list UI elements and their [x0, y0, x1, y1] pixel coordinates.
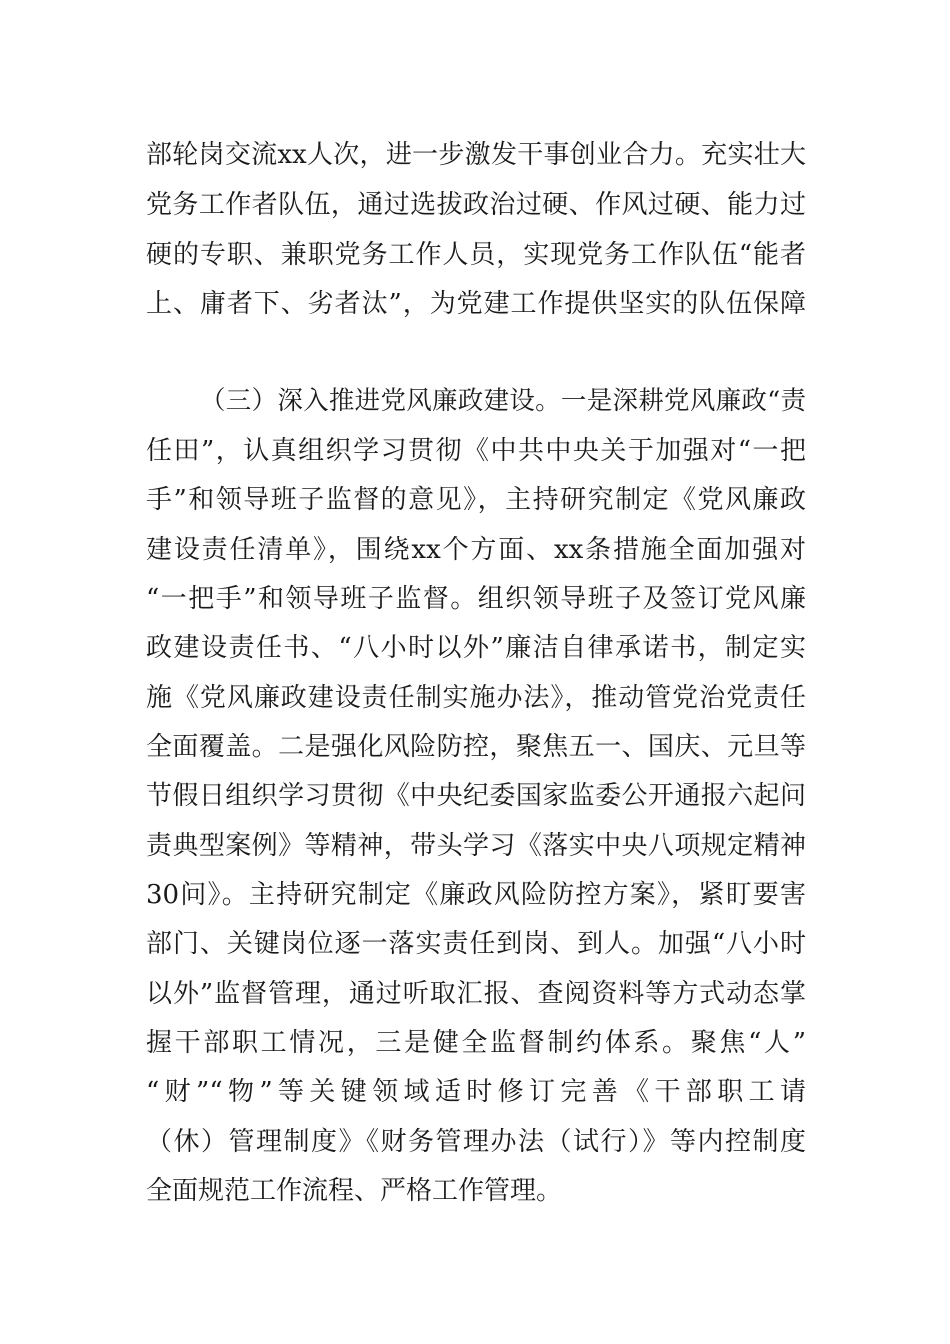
- text-line: 政建设责任书、“八小时以外”廉洁自律承诺书，制定实: [146, 633, 806, 663]
- text-line: （休）管理制度》《财务管理办法（试行）》等内控制度: [146, 1127, 806, 1157]
- text-line: 手”和领导班子监督的意见》，主持研究制定《党风廉政: [146, 485, 806, 515]
- text-line: 节假日组织学习贯彻《中央纪委国家监委公开通报六起问: [146, 781, 806, 811]
- text-line: 部轮岗交流xx人次，进一步激发干事创业合力。充实壮大: [146, 140, 806, 170]
- text-line-last: 全面规范工作流程、严格工作管理。: [146, 1176, 563, 1206]
- text-line: “一把手”和领导班子监督。组织领导班子及签订党风廉: [146, 584, 806, 614]
- text-line: 上、庸者下、劣者汰”，为党建工作提供坚实的队伍保障: [146, 289, 806, 319]
- section-heading-line: （三）深入推进党风廉政建设。一是深耕党风廉政“责: [200, 386, 806, 416]
- text-line: 任田”，认真组织学习贯彻《中共中央关于加强对“一把: [146, 436, 806, 466]
- text-line: 以外”监督管理，通过听取汇报、查阅资料等方式动态掌: [146, 979, 806, 1009]
- text-line: 硬的专职、兼职党务工作人员，实现党务工作队伍“能者: [146, 240, 806, 270]
- text-line: 30问》。主持研究制定《廉政风险防控方案》，紧盯要害: [146, 880, 806, 910]
- text-line: 责典型案例》等精神，带头学习《落实中央八项规定精神: [146, 831, 806, 861]
- text-line: 党务工作者队伍，通过选拔政治过硬、作风过硬、能力过: [146, 190, 806, 220]
- text-line: 建设责任清单》，围绕xx个方面、xx条措施全面加强对: [146, 535, 806, 565]
- text-line: 握干部职工情况，三是健全监督制约体系。聚焦“人”: [146, 1028, 806, 1058]
- text-line: “财”“物”等关键领域适时修订完善《干部职工请: [146, 1077, 806, 1107]
- text-line: 全面覆盖。二是强化风险防控，聚焦五一、国庆、元旦等: [146, 732, 806, 762]
- text-line: 施《党风廉政建设责任制实施办法》，推动管党治党责任: [146, 683, 806, 713]
- text-line: 部门、关键岗位逐一落实责任到岗、到人。加强“八小时: [146, 929, 806, 959]
